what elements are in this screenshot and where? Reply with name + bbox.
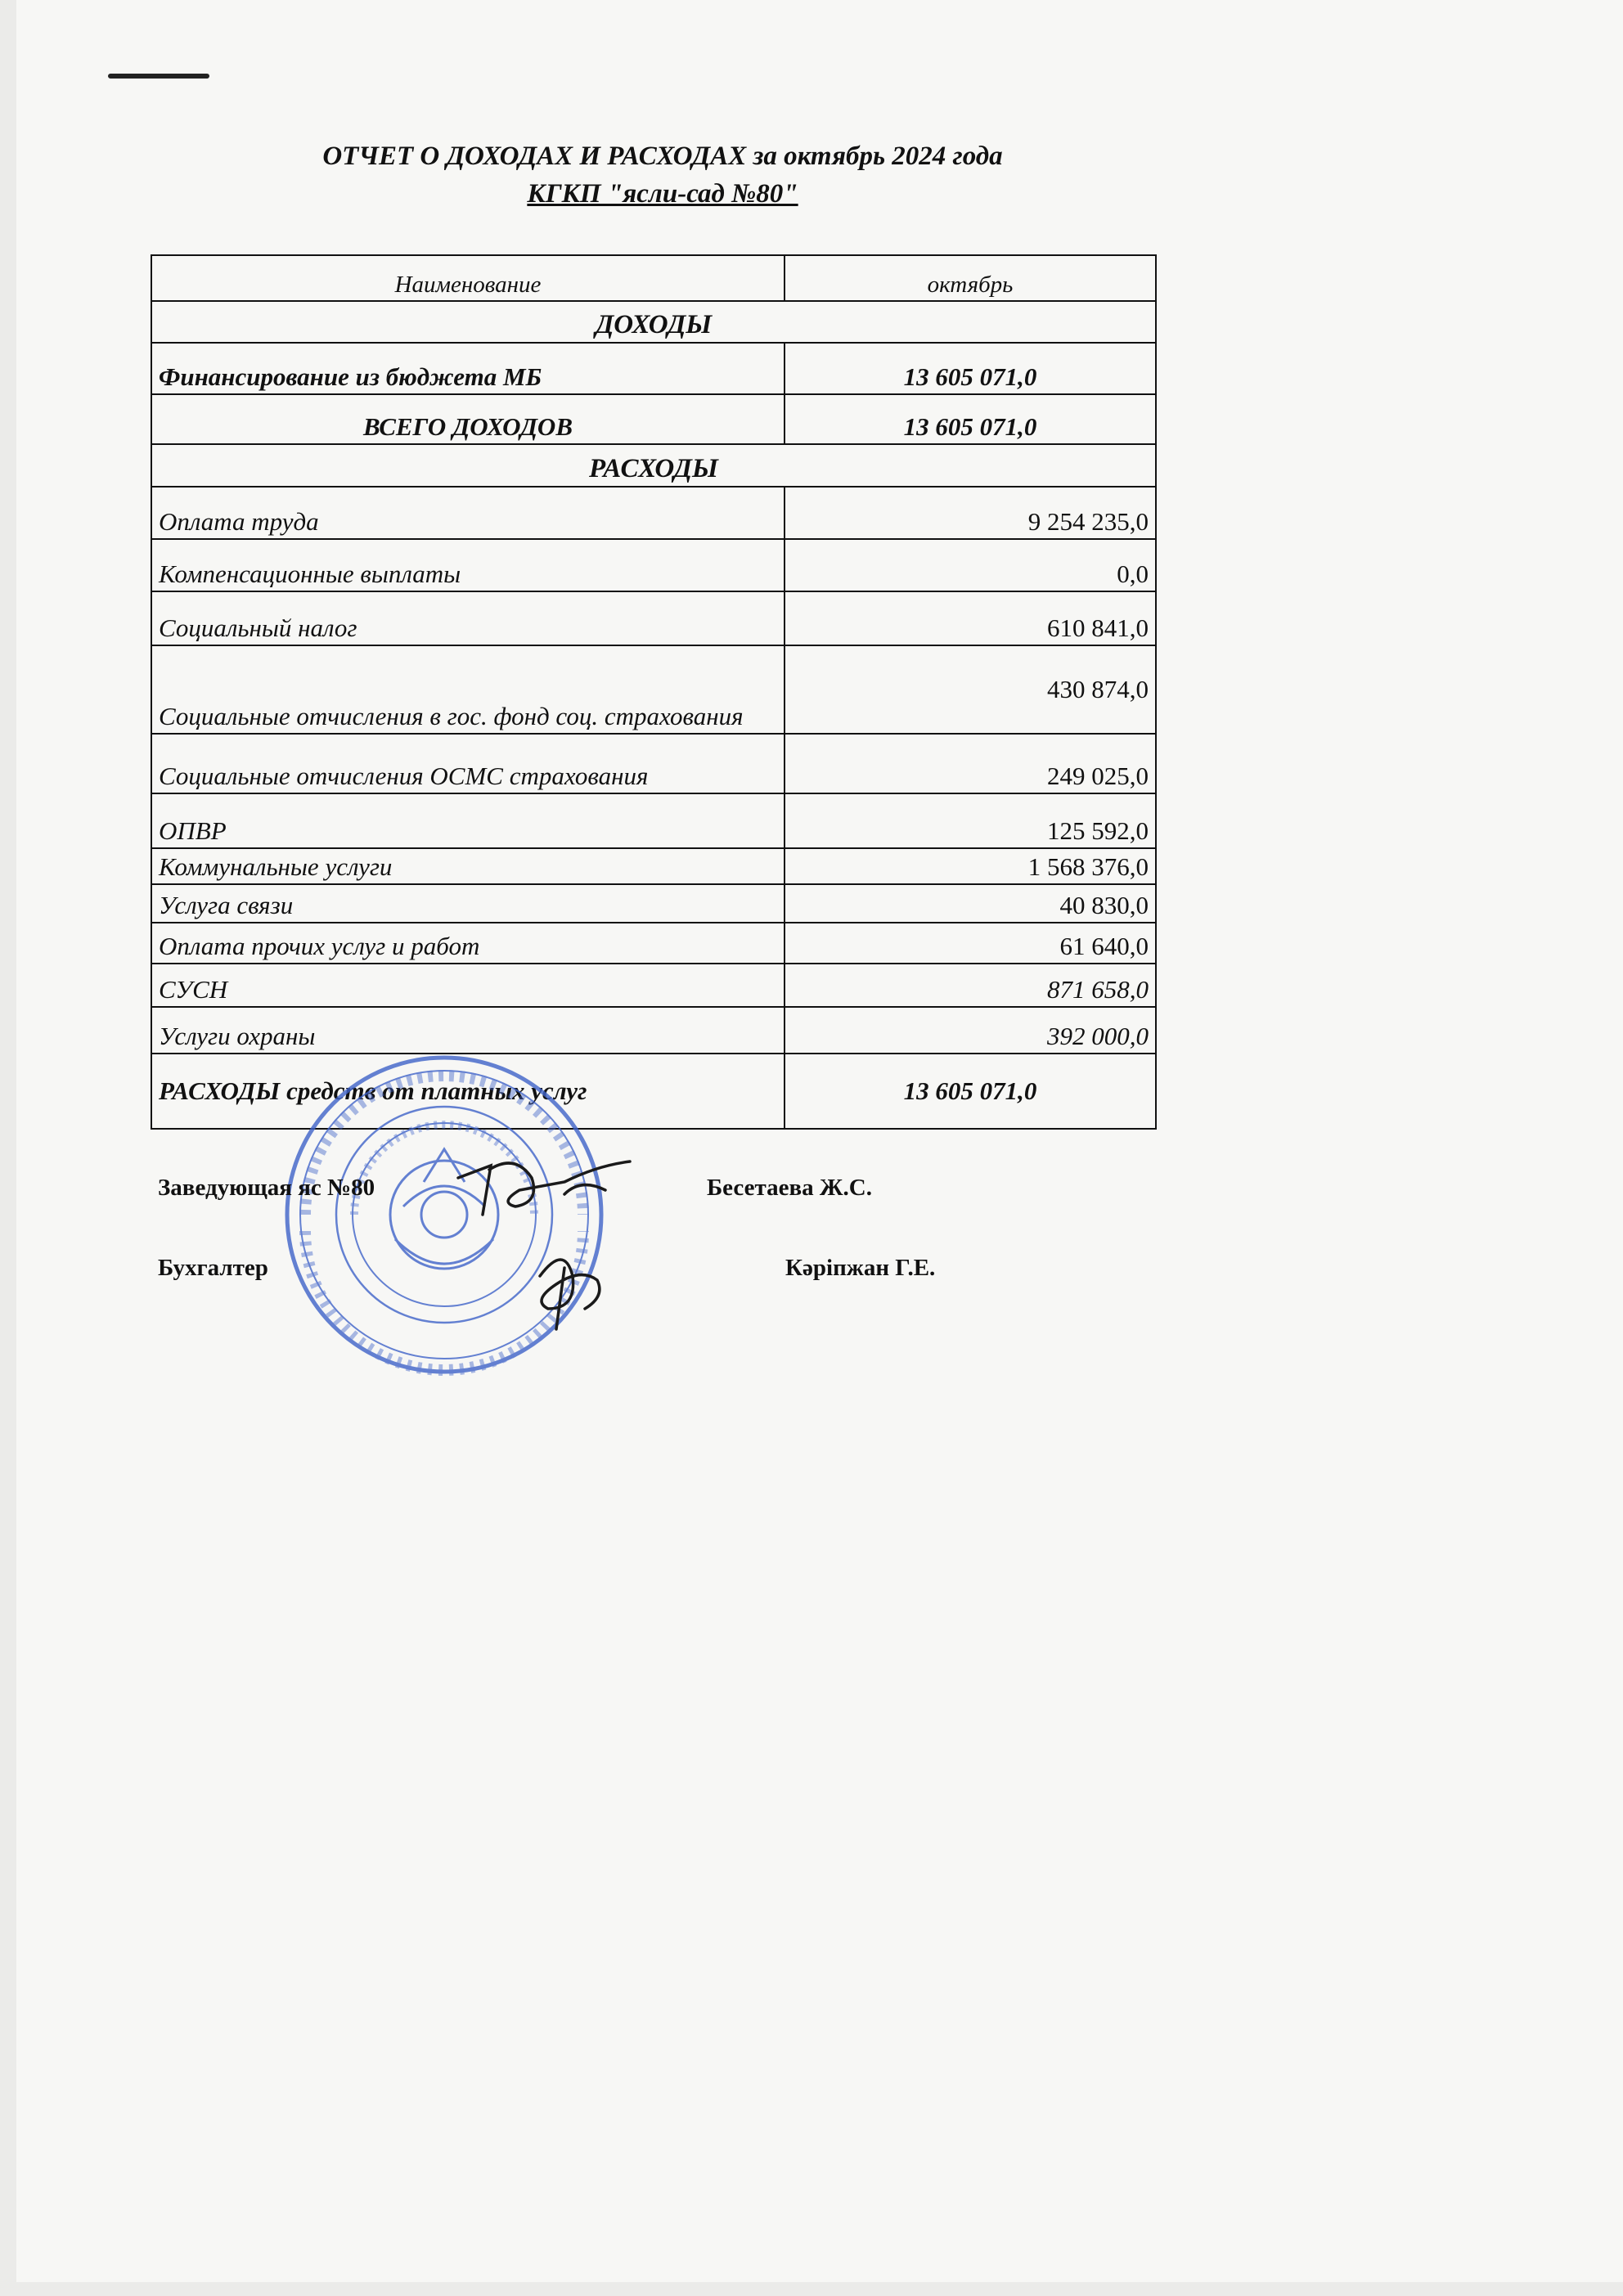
- row-value: 430 874,0: [785, 645, 1156, 734]
- handwritten-signature: [442, 1145, 671, 1341]
- row-name: СУСН: [151, 964, 785, 1007]
- table-row: [151, 343, 1156, 394]
- accountant-name: Кәріпжан Г.Е.: [785, 1255, 936, 1281]
- accountant-label: Бухгалтер: [158, 1255, 268, 1281]
- report-subtitle: КГКП "ясли-сад №80": [527, 179, 798, 209]
- column-header-month: октябрь: [785, 255, 1156, 301]
- row-value: 40 830,0: [785, 884, 1156, 923]
- expense-total-value: 13 605 071,0: [785, 1054, 1156, 1129]
- row-value: 610 841,0: [785, 591, 1156, 645]
- table-header-row: [151, 255, 1156, 301]
- row-value: 9 254 235,0: [785, 487, 1156, 539]
- head-label: Заведующая яс №80: [158, 1175, 375, 1201]
- report-title-block: [164, 137, 1162, 213]
- expense-section-header: РАСХОДЫ: [151, 444, 1156, 487]
- row-name: Социальный налог: [151, 591, 785, 645]
- expense-total-label: РАСХОДЫ средств от платных услуг: [151, 1054, 785, 1129]
- row-value: 61 640,0: [785, 923, 1156, 964]
- row-name: ОПВР: [151, 793, 785, 848]
- report-table: [151, 254, 1157, 1130]
- income-total-label: ВСЕГО ДОХОДОВ: [151, 394, 785, 444]
- table-row: [151, 848, 1156, 884]
- column-header-name: Наименование: [151, 255, 785, 301]
- table-row: [151, 734, 1156, 793]
- table-row: [151, 923, 1156, 964]
- row-value: 0,0: [785, 539, 1156, 591]
- row-value: 1 568 376,0: [785, 848, 1156, 884]
- table-row: [151, 645, 1156, 734]
- row-value: 249 025,0: [785, 734, 1156, 793]
- row-name: Социальные отчисления ОСМС страхования: [151, 734, 785, 793]
- table-row: [151, 539, 1156, 591]
- income-total-value: 13 605 071,0: [785, 394, 1156, 444]
- row-name: Услуга связи: [151, 884, 785, 923]
- row-name: Коммунальные услуги: [151, 848, 785, 884]
- table-row: [151, 793, 1156, 848]
- row-name: Компенсационные выплаты: [151, 539, 785, 591]
- scan-mark: [108, 74, 209, 79]
- income-section-header: ДОХОДЫ: [151, 301, 1156, 343]
- row-value: 13 605 071,0: [785, 343, 1156, 394]
- row-name: Финансирование из бюджета МБ: [151, 343, 785, 394]
- row-value: 392 000,0: [785, 1007, 1156, 1054]
- row-value: 125 592,0: [785, 793, 1156, 848]
- report-title: ОТЧЕТ О ДОХОДАХ И РАСХОДАХ за октябрь 2024 года: [322, 142, 1003, 171]
- income-section-row: [151, 301, 1156, 343]
- expense-section-row: [151, 444, 1156, 487]
- row-value: 871 658,0: [785, 964, 1156, 1007]
- row-name: Оплата прочих услуг и работ: [151, 923, 785, 964]
- row-name: Социальные отчисления в гос. фонд соц. страхования: [151, 645, 785, 734]
- row-name: Услуги охраны: [151, 1007, 785, 1054]
- table-row: [151, 591, 1156, 645]
- income-total-row: [151, 394, 1156, 444]
- table-row: [151, 964, 1156, 1007]
- head-name: Бесетаева Ж.С.: [707, 1175, 872, 1201]
- table-row: [151, 487, 1156, 539]
- row-name: Оплата труда: [151, 487, 785, 539]
- table-row: [151, 884, 1156, 923]
